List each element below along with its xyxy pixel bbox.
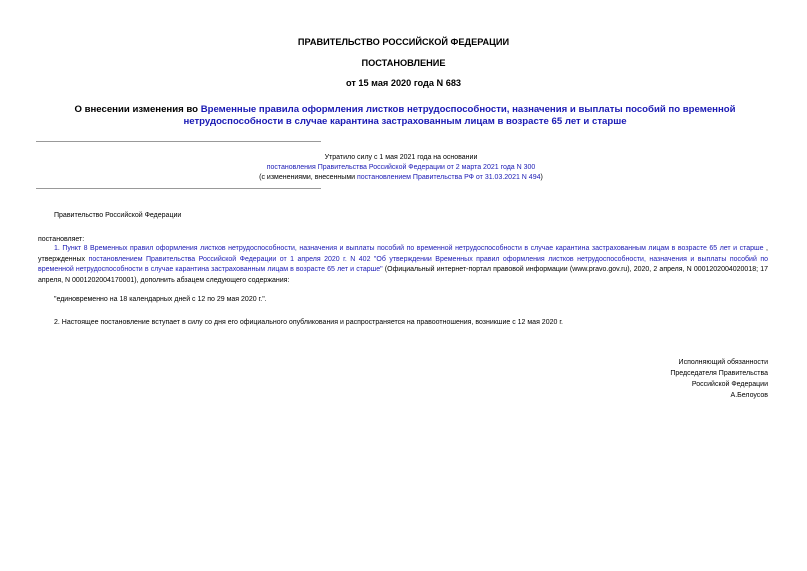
- decree-word: постановляет:: [38, 236, 85, 243]
- paragraph-2: 2. Настоящее постановление вступает в силу со дня его официального опубликования и распространяется на правоотношения, возникшие с 12 мая 2020 г.: [54, 319, 563, 326]
- amendment-suffix: ): [540, 174, 543, 181]
- signature-line: Российской Федерации: [691, 381, 768, 388]
- decree-402-link[interactable]: постановлением Правительства Российской Федерации от 1 апреля 2020 г. N 402 "Об утверждении Временных правил оформления листков нетрудоспособности, назначения и выплаты пособий по временной нетрудоспособности в случае карантина застрахованным лицам в возрасте 65 лет и старше": [38, 255, 769, 273]
- divider-bottom: [36, 188, 321, 189]
- repeal-decree-link[interactable]: постановления Правительства Российской Федерации от 2 марта 2021 года N 300: [266, 164, 536, 171]
- government-heading: ПРАВИТЕЛЬСТВО РОССИЙСКОЙ ФЕДЕРАЦИИ: [297, 37, 510, 47]
- title-link[interactable]: Временные правила оформления листков нетрудоспособности, назначения и выплаты пособий по временной нетрудоспособности в случае карантина застрахованным лицам в возрасте 65 лет и старше: [183, 104, 736, 127]
- document-date-number: от 15 мая 2020 года N 683: [345, 78, 462, 88]
- signature-line: Председателя Правительства: [670, 370, 768, 377]
- signatory-name: А.Белоусов: [730, 392, 768, 399]
- paragraph-1-tail: (Официальный интернет-портал правовой информации (www.pravo.gov.ru), 2020, 2 апреля, N 0001202004020018; 17 апреля, N 0001202004170001), дополнить абзацем следующего содержания:: [38, 266, 768, 284]
- title-prefix: О внесении изменения во: [74, 104, 201, 115]
- amendment-prefix: (с изменениями, внесенными: [259, 174, 357, 181]
- status-note: [240, 153, 562, 183]
- paragraph-1: [38, 244, 768, 286]
- issuer: Правительство Российской Федерации: [54, 212, 182, 219]
- divider-top: [36, 141, 321, 142]
- signature-block: [670, 357, 768, 401]
- rules-link[interactable]: 1. Пункт 8 Временных правил оформления листков нетрудоспособности, назначения и выплаты пособий по временной нетрудоспособности в случае карантина застрахованным лицам в возрасте 65 лет и старше: [54, 245, 764, 252]
- paragraph-1-mid: , утвержденных: [38, 245, 768, 263]
- document-type: ПОСТАНОВЛЕНИЕ: [361, 58, 446, 68]
- document-title: [30, 104, 780, 128]
- amendment-link[interactable]: постановлением Правительства РФ от 31.03.2021 N 494: [357, 174, 541, 181]
- signature-line: Исполняющий обязанности: [678, 359, 768, 366]
- inserted-text: "единовременно на 18 календарных дней с 12 по 29 мая 2020 г.".: [54, 296, 267, 303]
- status-note-line: Утратило силу с 1 мая 2021 года на основании: [324, 154, 478, 161]
